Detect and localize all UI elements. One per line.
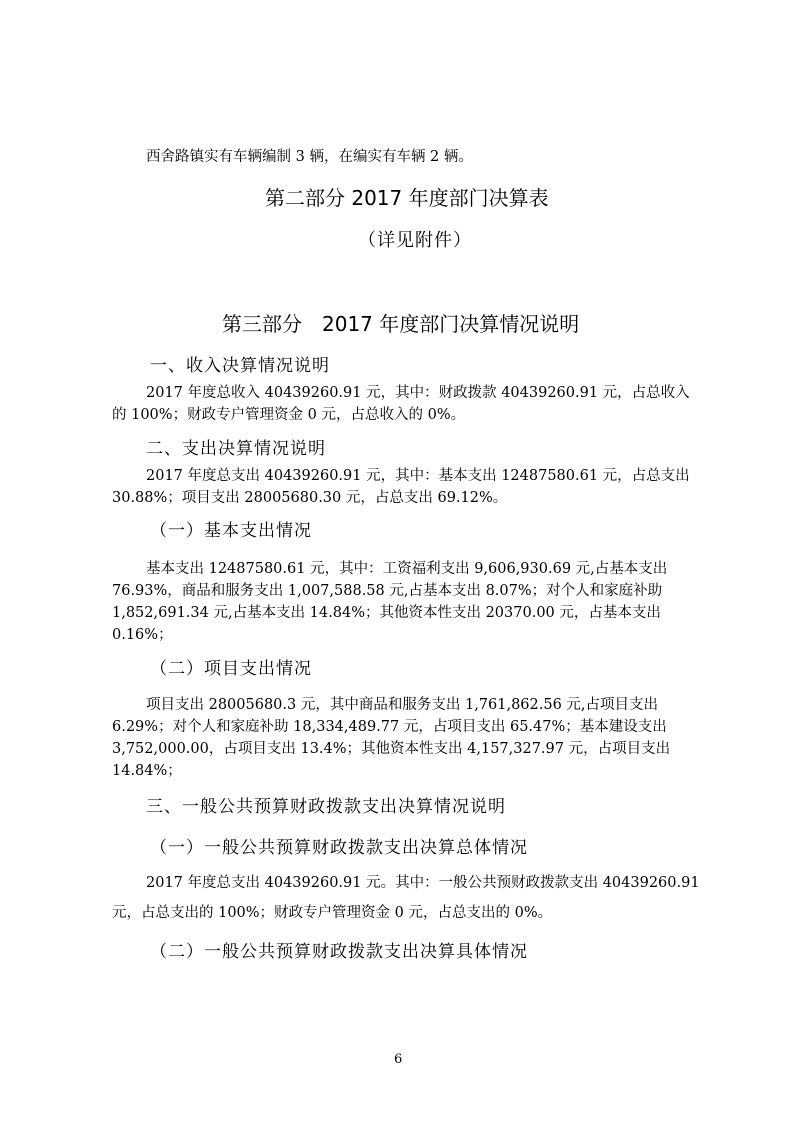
section3-sub2-heading: （二）一般公共预算财政拨款支出决算具体情况: [150, 942, 528, 962]
section2-line: 2017 年度总支出 40439260.91 元，其中：基本支出 12487580.61 元，占总支出: [146, 468, 690, 484]
section2-sub2-line: 6.29%；对个人和家庭补助 18,334,489.77 元，占项目支出 65.47%；基本建设支出: [112, 719, 667, 735]
section2-sub1-line: 0.16%；: [112, 627, 173, 643]
section2-sub2-line: 项目支出 28005680.3 元，其中商品和服务支出 1,761,862.56 元,占项目支出: [146, 697, 659, 713]
section2-sub2-line: 14.84%；: [112, 763, 182, 779]
section3-sub1-heading: （一）一般公共预算财政拨款支出决算总体情况: [150, 838, 528, 858]
part2-note: （详见附件）: [358, 230, 472, 251]
section3-heading: 三、一般公共预算财政拨款支出决算情况说明: [146, 797, 506, 817]
section3-sub1-line: 元，占总支出的 100%；财政专户管理资金 0 元，占总支出的 0%。: [112, 905, 553, 921]
section1-line: 的 100%；财政专户管理资金 0 元，占总收入的 0%。: [112, 407, 466, 423]
page-number: 6: [394, 1052, 403, 1067]
part3-title: 第三部分 2017 年度部门决算情况说明: [222, 312, 580, 336]
section2-sub2-heading: （二）项目支出情况: [150, 659, 312, 679]
section2-sub1-line: 76.93%，商品和服务支出 1,007,588.58 元,占基本支出 8.07%；对个人和家庭补助: [112, 583, 663, 599]
section3-sub1-line: 2017 年度总支出 40439260.91 元。其中：一般公共预财政拨款支出 40439260.91: [146, 875, 700, 891]
section2-sub2-line: 3,752,000.00，占项目支出 13.4%；其他资本性支出 4,157,327.97 元，占项目支出: [112, 741, 671, 757]
section1-line: 2017 年度总收入 40439260.91 元，其中：财政拨款 40439260.91 元，占总收入: [146, 385, 690, 401]
section2-sub1-line: 1,852,691.34 元,占基本支出 14.84%；其他资本性支出 20370.00 元，占基本支出: [112, 605, 661, 621]
section2-line: 30.88%；项目支出 28005680.30 元，占总支出 69.12%。: [112, 490, 508, 506]
intro-text: 西舍路镇实有车辆编制 3 辆，在编实有车辆 2 辆。: [146, 149, 473, 165]
section2-sub1-heading: （一）基本支出情况: [150, 521, 312, 541]
section2-sub1-line: 基本支出 12487580.61 元，其中：工资福利支出 9,606,930.69 元,占基本支出: [146, 561, 668, 577]
part2-title: 第二部分 2017 年度部门决算表: [265, 186, 549, 210]
section1-heading: 一、收入决算情况说明: [150, 356, 330, 376]
section2-heading: 二、支出决算情况说明: [146, 439, 326, 459]
